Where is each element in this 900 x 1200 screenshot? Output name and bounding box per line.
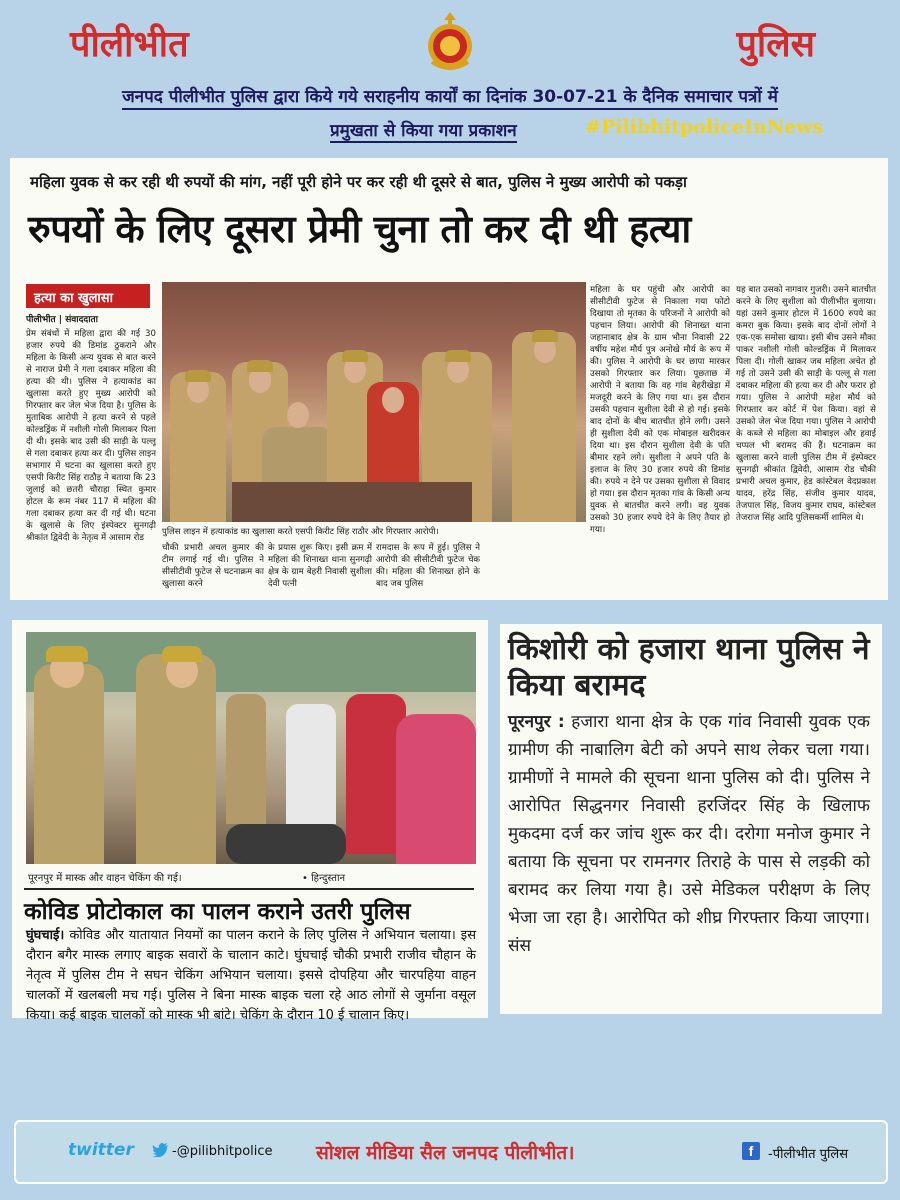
clip1-headline: रुपयों के लिए दूसरा प्रेमी चुना तो कर दी थी हत्या: [28, 207, 691, 251]
facebook-page[interactable]: -पीलीभीत पुलिस: [768, 1147, 849, 1162]
header-left-title: पीलीभीत: [70, 23, 189, 65]
clip1-col4: रामदास के रूप में हुई। पुलिस ने आरोपी की सीसीटीवी फुटेज चेक की। महिला की शिनाख्त होने के बाद जब पुलिस: [376, 543, 480, 589]
clip2-photo-credit: • हिन्दुस्तान: [302, 873, 346, 884]
police-emblem-icon: [422, 10, 478, 72]
clip3-body: [508, 708, 870, 960]
clip1-col6: यह बात उसको नागवार गुजरी। उसने बातचीत करने के लिए सुशीला को पीलीभीत बुलाया। यहां उसने कुमार होटल में 1600 रुपये का कमरा बुक किया। इसके बाद दोनों लोगों ने एक-एक समोसा खाया। इसी बीच उसने मौका पाकर नशीली गोली कोल्डड्रिंक में मिलाकर पिला दी। गोली खाकर जब महिला अचेत हो गई तो उसने उसी की साड़ी के पल्लू से गला दबाकर महिला की हत्या कर दी और फरार हो गया। पुलिस ने आरोपी महेश मौर्य को गिरफ्तार कर कोर्ट में पेश किया। वहां से उसको जेल भेज दिया गया। पुलिस ने आरोपी के कब्जे से महिला का मोबाइल और हवाई चप्पल भी बरामद की हैं। घटनाक्रम का खुलासा करने वाली पुलिस टीम में इंस्पेक्टर सुनगढ़ी श्रीकांत द्विवेदी, आसाम रोड चौकी प्रभारी अचल कुमार, हेड कांस्टेबल वेदप्रकाश यादव, हरेंद्र सिंह, संजीव कुमार यादव, तेजपाल सिंह, विजय कुमार राघव, कांस्टेबल तेजराज सिंह आदि पुलिसकर्मी शामिल थे।: [736, 285, 876, 523]
clip1-deck: महिला युवक से कर रही थी रुपयों की मांग, नहीं पूरी होने पर कर रही थी दूसरे से बात, पुलिस ने मुख्य आरोपी को पकड़ा: [30, 173, 687, 191]
facebook-icon[interactable]: f: [742, 1142, 760, 1160]
clip1-tag: हत्या का खुलासा: [26, 284, 150, 308]
clip2-dateline: घुंघचाई।: [26, 928, 65, 943]
clip1-col3: के प्रयास शुरू किए। इसी क्रम में महिला की शिनाख्त थाना सुनगढ़ी क्षेत्र के ग्राम बेहरी निवासी सुशीला देवी पत्नी: [268, 543, 372, 589]
clip1-col2: चौकी प्रभारी अचल कुमार की टीम लगाई गई थी। पुलिस ने सीसीटीवी फुटेज से घटनाक्रम का खुलासा करने: [162, 543, 264, 589]
clip2-body: [26, 926, 476, 1026]
footer-center-text: सोशल मीडिया सैल जनपद पीलीभीत।: [316, 1142, 575, 1164]
header-subtitle-2: प्रमुखता से किया गया प्रकाशन: [330, 118, 517, 143]
clip3-body-text: हजारा थाना क्षेत्र के एक गांव निवासी युवक एक ग्रामीण की नाबालिग बेटी को अपने साथ लेकर चला गया। ग्रामीणों ने मामले की सूचना थाना पुलिस को दी। पुलिस ने आरोपित सिद्धनगर निवासी हरजिंदर सिंह के खिलाफ मुकदमा दर्ज कर जांच शुरू कर दी। दरोगा मनोज कुमार ने बताया कि सूचना पर रामनगर तिराहे के पास से लड़की को बरामद कर लिया गया है। उसे मेडिकल परीक्षण के लिए भेजा जा रहा है। आरोपित को शीघ्र गिरफ्तार किया जाएगा। संस: [508, 712, 870, 956]
clip1-photo: [162, 282, 586, 522]
hashtag[interactable]: #PilibhitpoliceInNews: [585, 116, 824, 138]
clip1-col5: महिला के घर पहुंची और आरोपी का सीसीटीवी फुटेज से निकाला गया फोटो दिखाया तो मृतका के परिजनों ने आरोपी को पहचान लिया। आरोपी की शिनाख्त थाना जहानाबाद क्षेत्र के ग्राम भौना निवासी 22 वर्षीय महेश मौर्य पुत्र अनोखे मौर्य के रूप में की। पुलिस ने आरोपी के घर छापा मारकर उसको गिरफ्तार कर लिया। पूछताछ में आरोपी ने बताया कि वह गांव बेहरीखेड़ा में मजदूरी करने के लिए गया था। इस दौरान उसकी पहचान सुशीला देवी से हो गई। इसके बाद दोनों के बीच बातचीत होने लगी। उसने ही सुशीला देवी को एक मोबाइल खरीदकर दिया था। इस दौरान सुशीला देवी के पति बीमार रहने लगे। सुशीला ने अपने पति के इलाज के लिए 30 हजार रुपये की डिमांड की। रुपये न देने पर उसका सुशीला से विवाद हो गया। इस दौरान मृतका गांव के किसी अन्य युवक से बातचीत करने लगी। वह युवक उसको 30 हजार रुपये देने के लिए तैयार हो गया।: [590, 285, 730, 535]
header-right-title: पुलिस: [736, 23, 815, 65]
clip2-photo-caption: पूरनपुर में मास्क और वाहन चेकिंग की गई।: [28, 873, 182, 884]
clip2-headline: कोविड प्रोटोकाल का पालन कराने उतरी पुलिस: [24, 888, 474, 926]
news-clipping-covid: [12, 620, 488, 1023]
twitter-handle[interactable]: -@pilibhitpolice: [172, 1144, 273, 1159]
clip1-photo-caption: पुलिस लाइन में हत्याकांड का खुलासा करते एसपी किरीट सिंह राठौर और गिरफ्तार आरोपी।: [162, 527, 439, 537]
twitter-bird-icon: [152, 1142, 168, 1161]
clip2-photo: [26, 632, 476, 864]
header: [0, 0, 900, 80]
footer: [14, 1120, 888, 1184]
clip1-byline: पीलीभीत | संवाददाता: [26, 315, 98, 325]
clip3-dateline: पूरनपुर :: [508, 712, 565, 732]
clip3-headline: किशोरी को हजारा थाना पुलिस ने किया बरामद: [508, 632, 870, 703]
news-clipping-recovery: [500, 624, 882, 1014]
clip1-col1: प्रेम संबंधों में महिला द्वारा की गई 30 हजार रुपये की डिमांड ठुकराने और महिला के किसी अन्य युवक से बात करने से नाराज प्रेमी ने गला दबाकर महिला की हत्या की थी। पुलिस ने हत्याकांड का खुलासा करते हुए मुख्य आरोपी को गिरफ्तार कर जेल भेज दिया है। पुलिस के मुताबिक आरोपी ने हत्या करने से पहले कोल्डड्रिंक में नशीली गोली मिलाकर पिला दी थी। इसके बाद उसी की साड़ी के पल्लू से गला दबाकर हत्या कर दी। पुलिस लाइन सभागार में घटना का खुलासा करते हुए एसपी किरीट सिंह राठौड़ ने बताया कि 23 जुलाई को छतरी चौराहा स्थित कुमार होटल के रूम नंबर 117 में महिला की गला दबाकर हत्या कर दी गई थी। घटना के खुलासे के लिए इंस्पेक्टर सुनगढ़ी श्रीकांत द्विवेदी के नेतृत्व में आसाम रोड: [26, 329, 156, 543]
news-clipping-murder: [10, 158, 888, 600]
header-subtitle: जनपद पीलीभीत पुलिस द्वारा किये गये सराहनीय कार्यों का दिनांक 30-07-21 के दैनिक समाचार पत्रों में: [0, 84, 900, 107]
clip2-body-text: कोविड और यातायात नियमों का पालन कराने के लिए पुलिस ने अभियान चलाया। इस दौरान बगैर मास्क लगाए बाइक सवारों के चालान काटे। घुंघचाई चौकी प्रभारी राजीव चौहान के नेतृत्व में पुलिस टीम ने सघन चेकिंग अभियान चलाया। इससे दोपहिया और चारपहिया वाहन चालकों में खलबली मच गई। पुलिस ने बिना मास्क बाइक चला रहे आठ लोगों से जुर्माना वसूल किया। कई बाइक चालकों को मास्क भी बांटे। चेकिंग के दौरान 10 ई चालान किए।: [26, 928, 476, 1023]
twitter-logo[interactable]: twitter: [68, 1140, 134, 1160]
